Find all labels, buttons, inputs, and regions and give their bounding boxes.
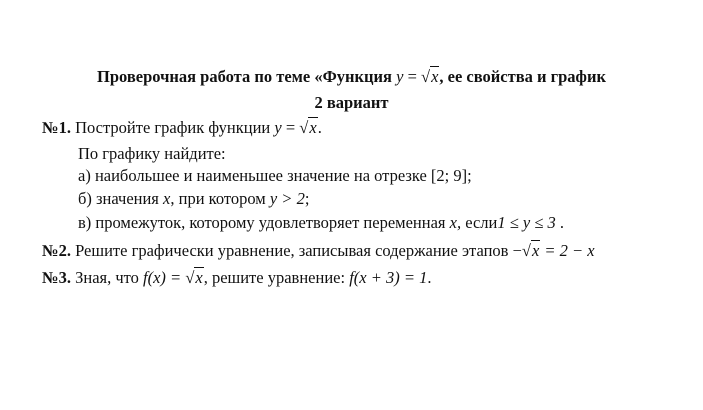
task2-eq-rhs: = 2 − x (544, 241, 595, 260)
task2-number: №2. (42, 241, 71, 260)
page-title (0, 67, 703, 87)
task1-line: №1. Постройте график функции y = √x. (42, 118, 322, 137)
task3-line (42, 268, 431, 288)
task2-eq-arg: x (531, 241, 540, 260)
task3-text-mid: , решите уравнение: (203, 268, 346, 287)
task1-intro: По графику найдите: (78, 144, 226, 163)
task1-c-pre: в) промежуток, которому удовлетворяет переменная (78, 213, 446, 232)
task1-c-var: x, (449, 213, 462, 232)
task1-c-end: . (559, 213, 565, 232)
sqrt-symbol: √x (299, 118, 317, 137)
task1-b-var: x (163, 189, 171, 208)
task1-text: Постройте график функции (75, 118, 271, 137)
sqrt-symbol: √x (421, 67, 439, 86)
title-formula-eq: = (407, 67, 417, 86)
task1-b-cond: y > 2 (269, 189, 305, 208)
sqrt-symbol: √x (521, 241, 540, 260)
task3-fx-arg: x (195, 268, 203, 287)
task2-eq-minus: − (512, 241, 522, 260)
task1-formula-arg: x (309, 118, 317, 137)
task1-item-b (78, 189, 309, 209)
task3-text-pre: Зная, что (75, 268, 139, 287)
title-text: Проверочная работа по теме «Функция (96, 67, 392, 86)
task3-end: . (427, 268, 432, 287)
task1-item-a: а) наибольшее и наименьшее значение на отрезке [2; 9]; (78, 166, 472, 185)
task3-fx: f(x) = (143, 268, 182, 287)
title-post: , ее свойства и график (439, 67, 606, 86)
title-formula-lhs: y (396, 67, 404, 86)
task1-number: №1. (42, 118, 71, 137)
task1-b-pre: б) значения (78, 189, 159, 208)
task2-line (42, 241, 595, 261)
task1-item-c (78, 213, 564, 233)
task1-c-mid: если (465, 213, 498, 232)
sqrt-symbol: √x (185, 268, 203, 287)
variant-label: 2 вариант (314, 93, 389, 112)
task1-b-mid: , при котором (170, 189, 266, 208)
task2-text: Решите графически уравнение, записывая содержание этапов (75, 241, 509, 260)
task1-formula-lhs: y (274, 118, 282, 137)
task1-c-cond: 1 ≤ y ≤ 3 (497, 213, 556, 232)
task3-number: №3. (42, 268, 71, 287)
task3-eq: f(x + 3) = 1 (349, 268, 428, 287)
title-formula-arg: x (431, 67, 439, 86)
task1-b-end: ; (304, 189, 310, 208)
task1-end: . (317, 118, 322, 137)
